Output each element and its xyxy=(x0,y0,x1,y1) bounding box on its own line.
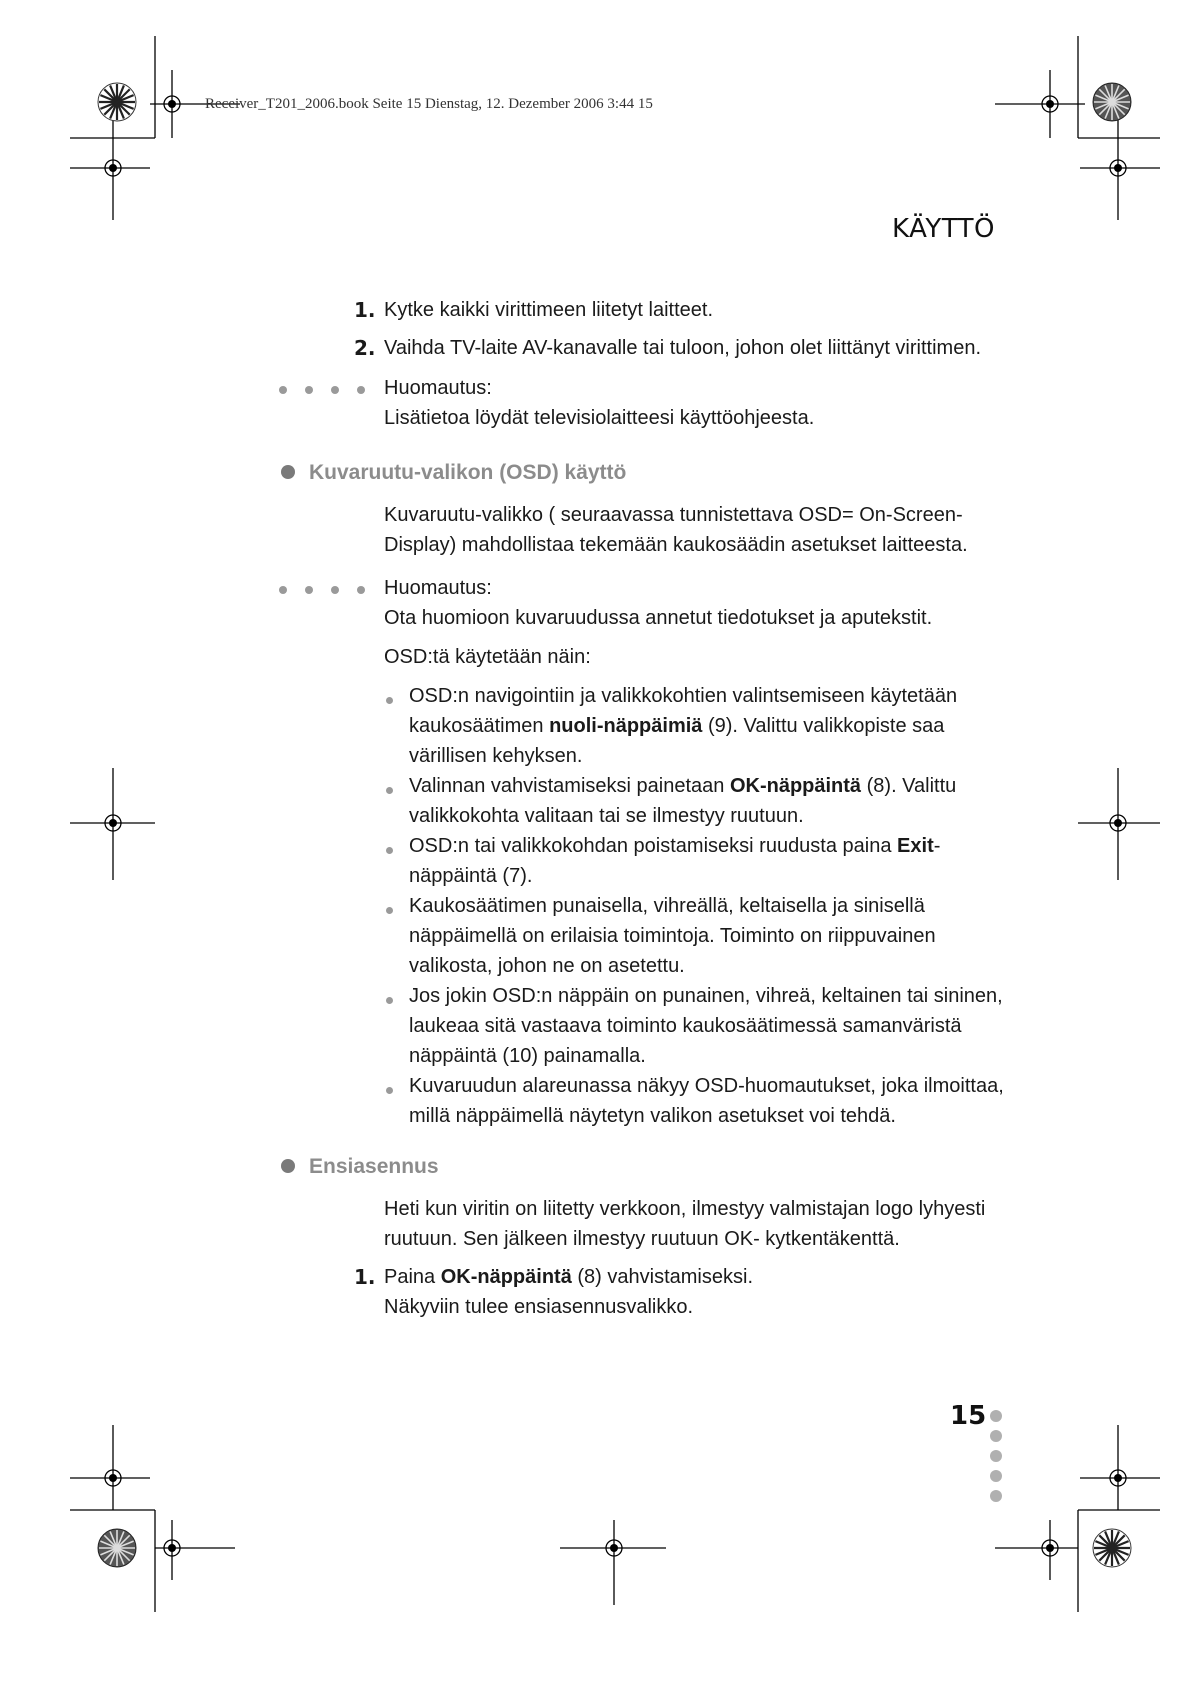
list-item-line: OSD:n navigointiin ja valikkokohtien valintsemiseen käytetään xyxy=(409,685,958,707)
note-label: Huomautus: xyxy=(384,577,492,599)
note-text: Lisätietoa löydät televisiolaitteesi käyttöohjeesta. xyxy=(384,407,815,429)
list-item-line: valikkokohta valitaan tai se ilmestyy ruutuun. xyxy=(409,805,804,827)
section-title: KÄYTTÖ xyxy=(891,214,995,244)
step-text: Näkyviin tulee ensiasennusvalikko. xyxy=(384,1296,694,1318)
book-header-info: Receiver_T201_2006.book Seite 15 Dienstag, 12. Dezember 2006 3:44 15 xyxy=(205,96,653,112)
list-item-line: näppäimellä on erilaisia toimintoja. Toiminto on riippuvainen xyxy=(409,925,936,947)
list-item-line: Kuvaruudun alareunassa näkyy OSD-huomautukset, joka ilmoittaa, xyxy=(409,1075,1004,1097)
note-dots-icon xyxy=(276,373,376,403)
page-dot-icon xyxy=(990,1430,1002,1442)
step-number: 1. xyxy=(354,1265,376,1289)
list-bullet-icon xyxy=(386,997,393,1004)
page-dot-icon xyxy=(990,1410,1002,1422)
list-bullet-icon xyxy=(386,697,393,704)
usage-intro: OSD:tä käytetään näin: xyxy=(384,646,591,668)
list-item-line: Jos jokin OSD:n näppäin on punainen, vihreä, keltainen tai sininen, xyxy=(409,985,1003,1007)
paragraph-line: Heti kun viritin on liitetty verkkoon, ilmestyy valmistajan logo lyhyesti xyxy=(384,1198,986,1220)
heading-bullet-icon xyxy=(281,465,295,479)
list-item-line: OSD:n tai valikkokohdan poistamiseksi ruudusta paina Exit- xyxy=(409,835,941,857)
list-item-line: laukeaa sitä vastaava toiminto kaukosäätimessä samanväristä xyxy=(409,1015,962,1037)
step-text: Kytke kaikki virittimeen liitetyt laitteet. xyxy=(384,299,713,321)
list-bullet-icon xyxy=(386,907,393,914)
heading-bullet-icon xyxy=(281,1159,295,1173)
step-number: 2. xyxy=(354,336,376,360)
osd-section-heading: Kuvaruutu-valikon (OSD) käyttö xyxy=(281,458,626,488)
list-item-line: Valinnan vahvistamiseksi painetaan OK-näppäintä (8). Valittu xyxy=(409,775,957,797)
install-section-heading: Ensiasennus xyxy=(281,1152,439,1182)
paragraph-line: Kuvaruutu-valikko ( seuraavassa tunnistettava OSD= On-Screen- xyxy=(384,504,963,526)
list-item-line: näppäintä (10) painamalla. xyxy=(409,1045,646,1067)
list-item-line: millä näppäimellä näytetyn valikon asetukset voi tehdä. xyxy=(409,1105,896,1127)
list-bullet-icon xyxy=(386,1087,393,1094)
list-item-line: värillisen kehyksen. xyxy=(409,745,583,767)
page-number: 15 xyxy=(950,1401,987,1431)
list-item-line: valikosta, johon ne on asetettu. xyxy=(409,955,685,977)
step-text: Vaihda TV-laite AV-kanavalle tai tuloon, johon olet liittänyt virittimen. xyxy=(384,337,982,359)
paragraph-line: Display) mahdollistaa tekemään kaukosäädin asetukset laitteesta. xyxy=(384,534,968,556)
list-bullet-icon xyxy=(386,847,393,854)
step-number: 1. xyxy=(354,298,376,322)
list-item-line: Kaukosäätimen punaisella, vihreällä, keltaisella ja sinisellä xyxy=(409,895,925,917)
note-dots-icon xyxy=(276,573,376,603)
note-label: Huomautus: xyxy=(384,377,492,399)
page-dot-icon xyxy=(990,1470,1002,1482)
step-text: Paina OK-näppäintä (8) vahvistamiseksi. xyxy=(384,1266,753,1288)
list-item-line: kaukosäätimen nuoli-näppäimiä (9). Valittu valikkopiste saa xyxy=(409,715,945,737)
page-dot-icon xyxy=(990,1490,1002,1502)
page-dot-icon xyxy=(990,1450,1002,1462)
paragraph-line: ruutuun. Sen jälkeen ilmestyy ruutuun OK- kytkentäkenttä. xyxy=(384,1228,900,1250)
note-text: Ota huomioon kuvaruudussa annetut tiedotukset ja aputekstit. xyxy=(384,607,933,629)
list-bullet-icon xyxy=(386,787,393,794)
list-item-line: näppäintä (7). xyxy=(409,865,533,887)
